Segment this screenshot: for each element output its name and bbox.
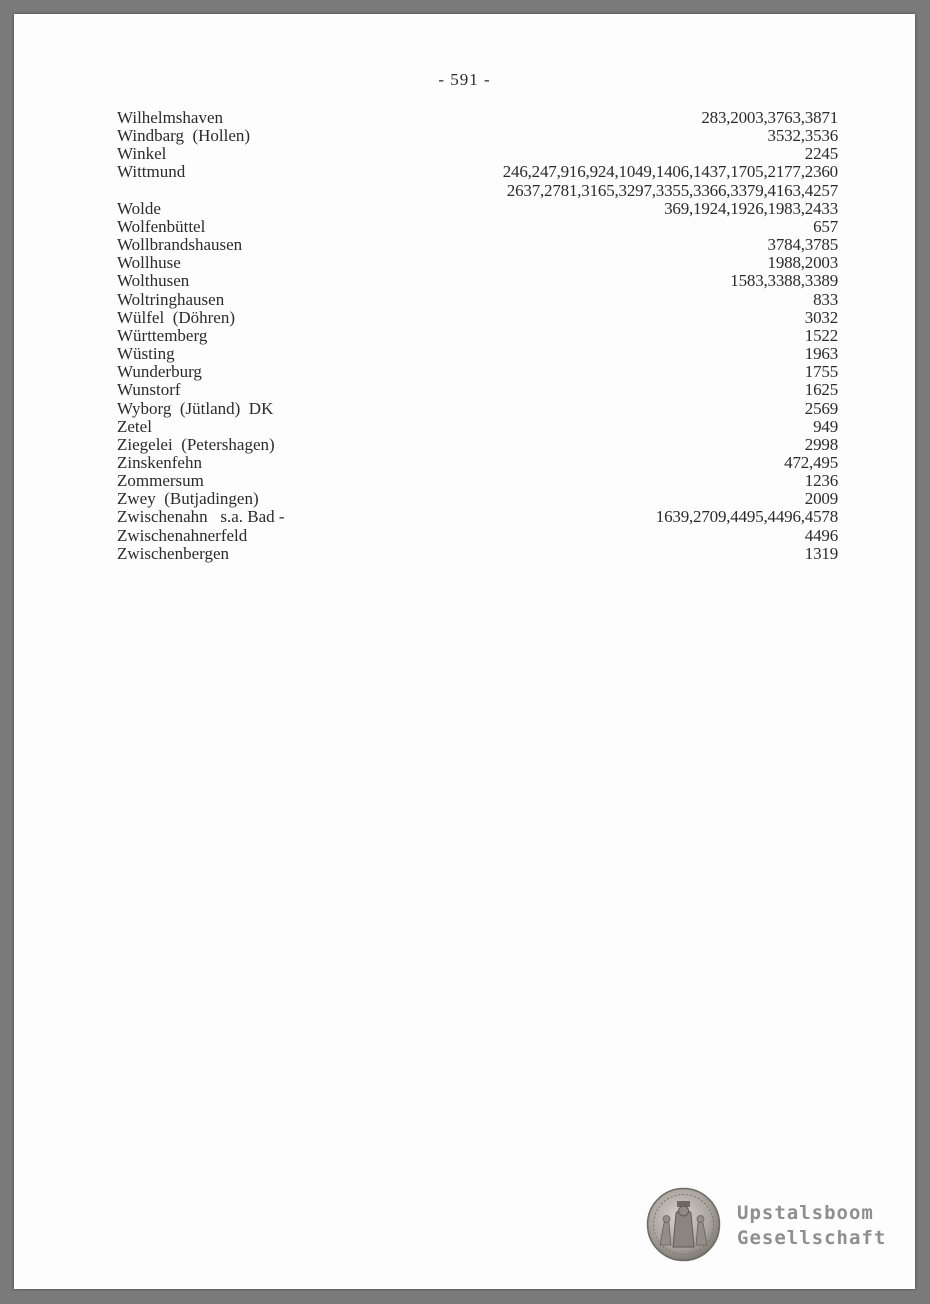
reference-numbers: 1522 — [804, 325, 838, 345]
reference-numbers: 1988,2003 — [767, 253, 838, 273]
reference-numbers: 246,247,916,924,1049,1406,1437,1705,2177,2360 — [502, 162, 838, 182]
place-name: Württemberg — [117, 325, 208, 345]
place-name: Woltringhausen — [117, 289, 225, 309]
list-item — [117, 291, 838, 309]
list-item — [117, 218, 838, 236]
place-name: Zwischenbergen — [117, 543, 230, 563]
place-name: Zommersum — [117, 471, 204, 491]
list-item — [117, 490, 838, 508]
list-item — [117, 527, 838, 545]
list-item — [117, 163, 838, 181]
reference-numbers: 1319 — [804, 543, 838, 563]
reference-numbers: 283,2003,3763,3871 — [701, 108, 838, 127]
place-index-list — [117, 109, 838, 563]
reference-numbers: 1583,3388,3389 — [730, 271, 838, 291]
place-name: Wüsting — [117, 344, 175, 364]
reference-numbers: 369,1924,1926,1983,2433 — [664, 198, 838, 218]
reference-numbers: 472,495 — [784, 452, 838, 472]
reference-numbers: 1639,2709,4495,4496,4578 — [655, 507, 838, 527]
place-name: Zinskenfehn — [117, 452, 202, 472]
seal-icon — [646, 1187, 721, 1262]
reference-numbers: 2569 — [804, 398, 838, 418]
list-item — [117, 309, 838, 327]
reference-numbers: 3784,3785 — [767, 235, 838, 255]
reference-numbers: 1625 — [804, 380, 838, 400]
place-name: Wolde — [117, 198, 161, 218]
list-item — [117, 545, 838, 563]
place-name: Wunstorf — [117, 380, 181, 400]
list-item — [117, 381, 838, 399]
list-item — [117, 345, 838, 363]
upstalsboom-logo — [646, 1187, 896, 1262]
list-item — [117, 418, 838, 436]
list-item — [117, 236, 838, 254]
list-item — [117, 127, 838, 145]
list-item — [117, 272, 838, 290]
list-item — [117, 508, 838, 526]
place-name: Wittmund — [117, 162, 186, 182]
reference-numbers: 1755 — [804, 362, 838, 382]
reference-numbers: 833 — [813, 289, 838, 309]
reference-numbers: 2998 — [804, 434, 838, 454]
place-name: Wollbrandshausen — [117, 235, 243, 255]
list-item — [117, 436, 838, 454]
place-name: Wülfel (Döhren) — [117, 307, 236, 327]
place-name: Zetel — [117, 416, 152, 436]
page-number: - 591 - — [438, 70, 491, 89]
logo-line-1: Upstalsboom — [737, 1202, 874, 1224]
place-name: Wolthusen — [117, 271, 190, 291]
list-item — [117, 327, 838, 345]
place-name: Ziegelei (Petershagen) — [117, 434, 275, 454]
place-name: Winkel — [117, 144, 167, 164]
place-name: Zwischenahn s.a. Bad - — [117, 507, 285, 527]
reference-numbers: 2245 — [804, 144, 838, 164]
place-name: Wollhuse — [117, 253, 181, 273]
document-page — [14, 14, 915, 1289]
logo-line-2: Gesellschaft — [737, 1227, 887, 1249]
list-item — [117, 182, 838, 200]
list-item — [117, 472, 838, 490]
reference-numbers: 1236 — [804, 471, 838, 491]
reference-numbers: 2009 — [804, 489, 838, 509]
place-name: Wolfenbüttel — [117, 216, 206, 236]
place-name: Windbarg (Hollen) — [117, 126, 251, 146]
list-item — [117, 145, 838, 163]
list-item — [117, 400, 838, 418]
place-name: Zwischenahnerfeld — [117, 525, 248, 545]
reference-numbers: 3032 — [804, 307, 838, 327]
list-item — [117, 109, 838, 127]
reference-numbers: 1963 — [804, 344, 838, 364]
place-name: Wilhelmshaven — [117, 108, 224, 127]
place-name: Wunderburg — [117, 362, 202, 382]
place-name: Wyborg (Jütland) DK — [117, 398, 274, 418]
list-item — [117, 363, 838, 381]
list-item — [117, 200, 838, 218]
list-item — [117, 254, 838, 272]
reference-numbers: 3532,3536 — [767, 126, 838, 146]
reference-numbers: 4496 — [804, 525, 838, 545]
reference-numbers: 949 — [813, 416, 838, 436]
list-item — [117, 454, 838, 472]
reference-numbers: 2637,2781,3165,3297,3355,3366,3379,4163,4257 — [506, 180, 838, 200]
place-name: Zwey (Butjadingen) — [117, 489, 259, 509]
reference-numbers: 657 — [813, 216, 838, 236]
